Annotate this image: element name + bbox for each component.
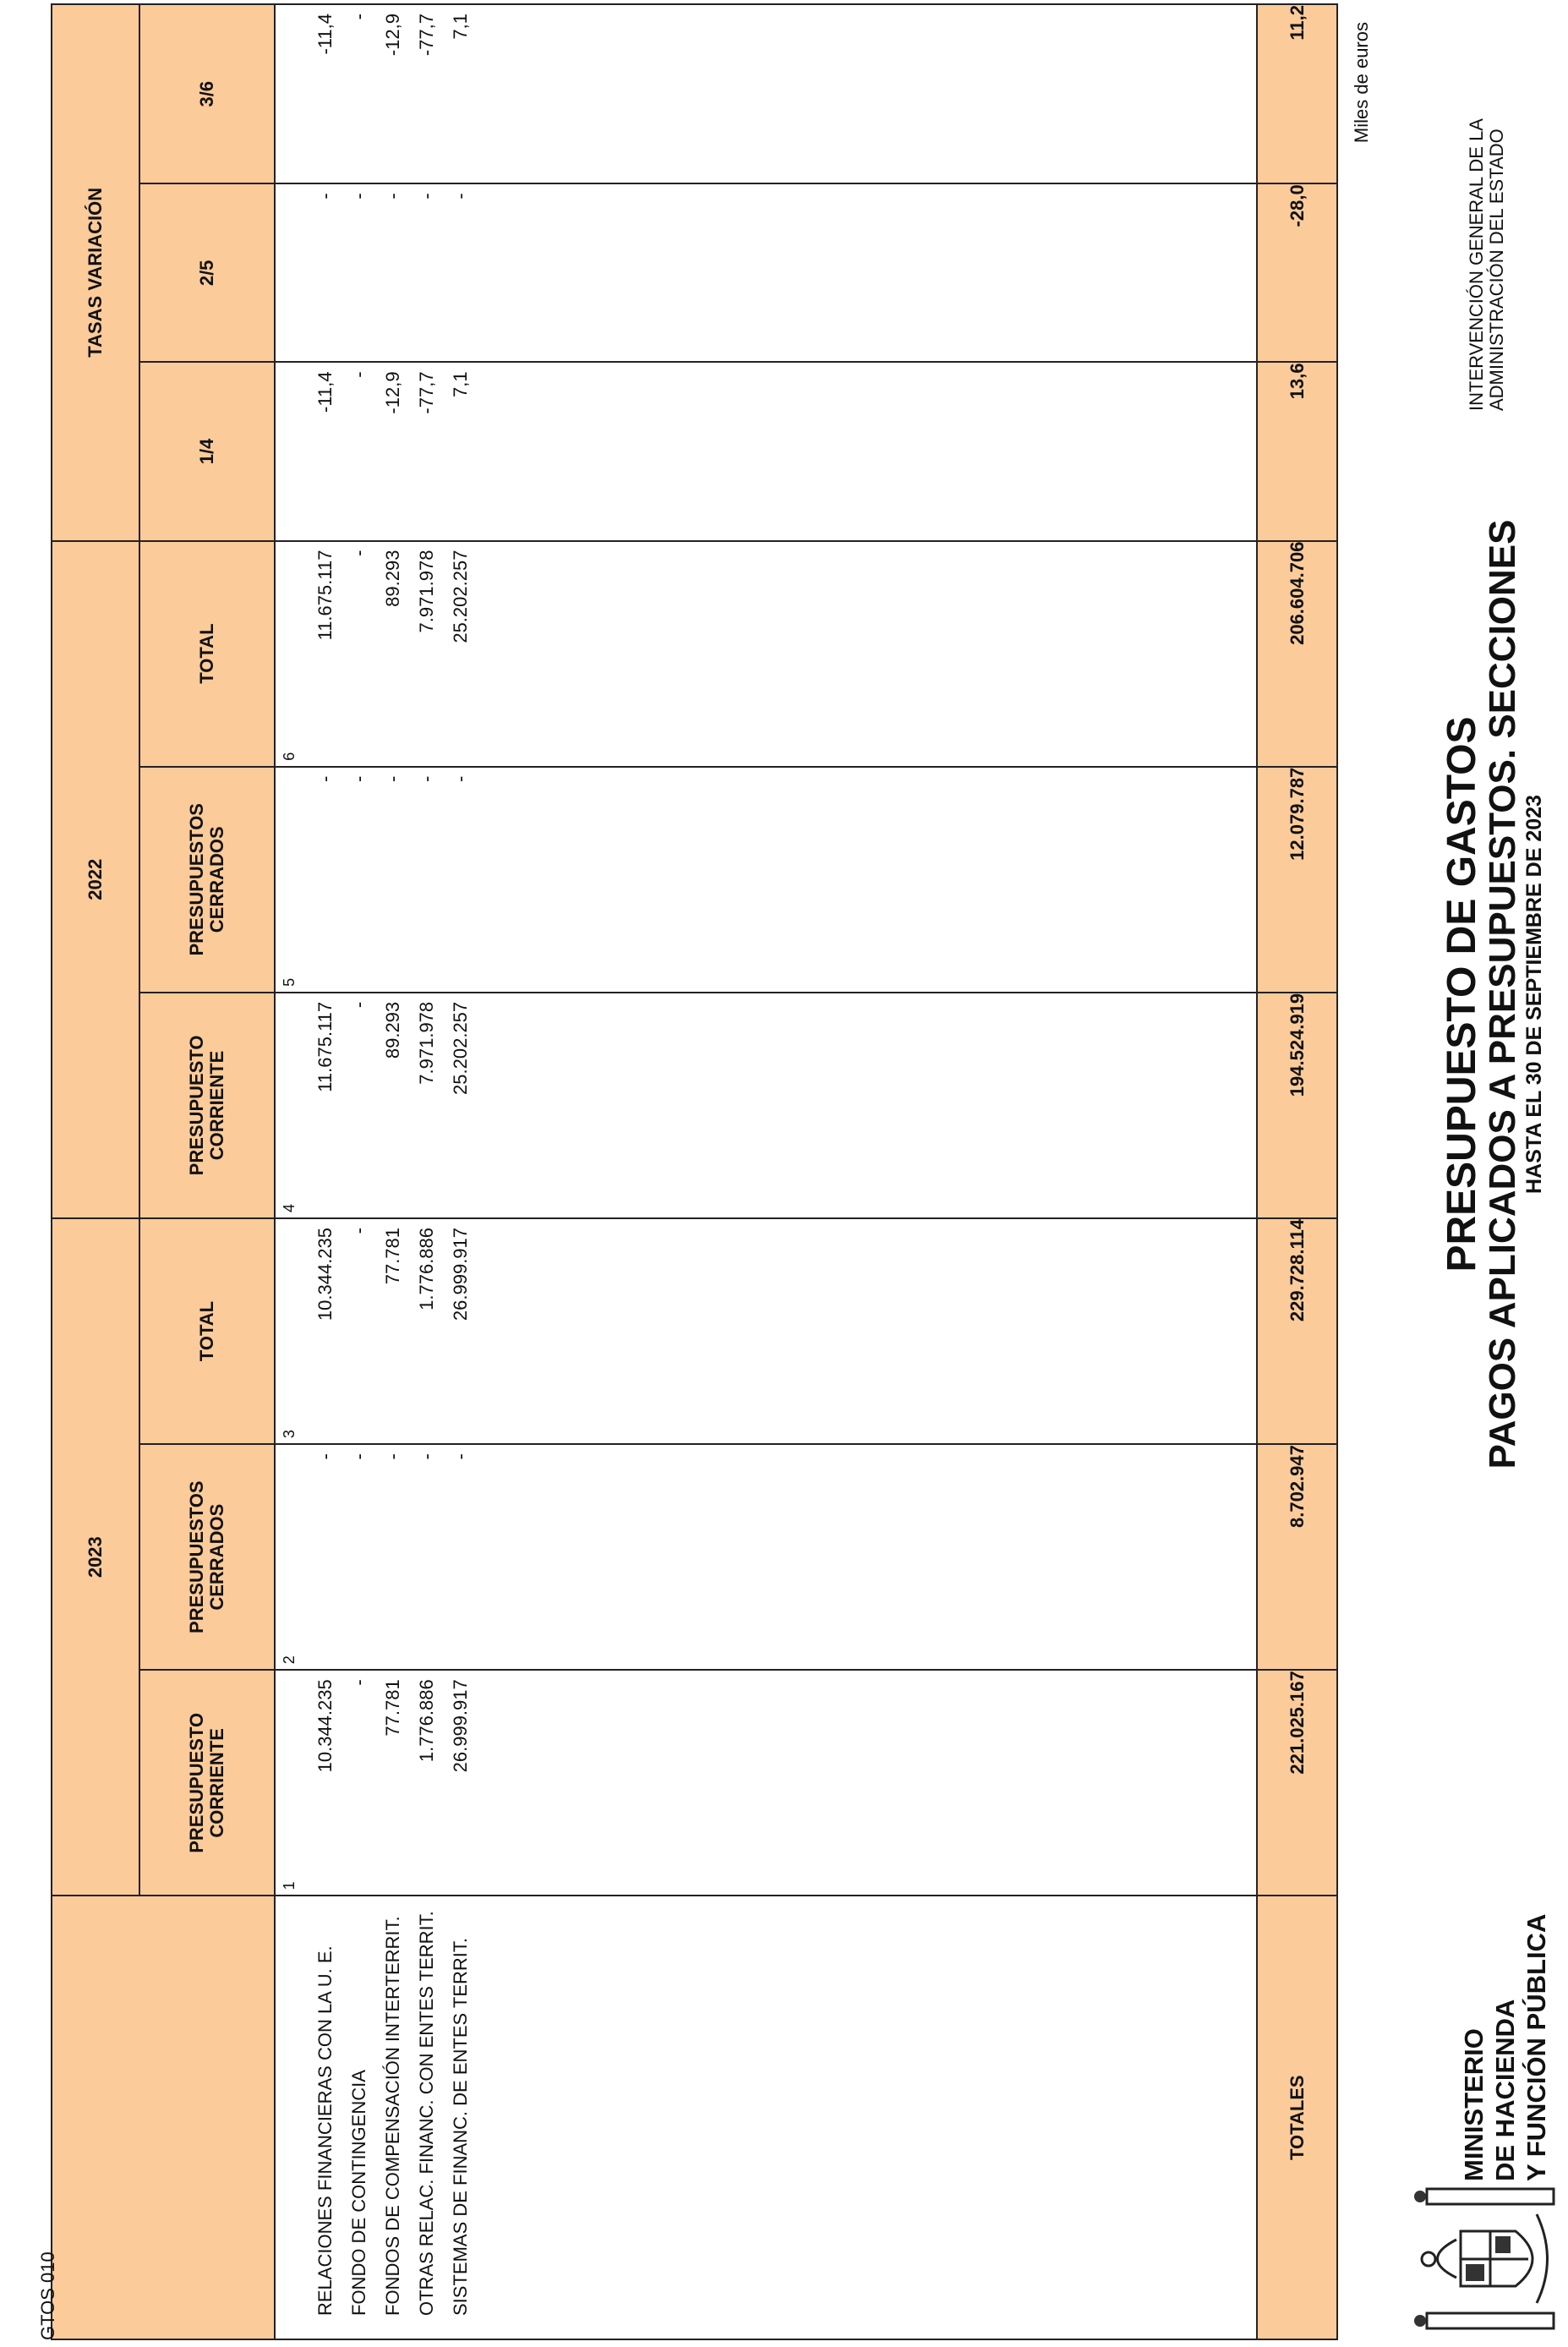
row-value: 77.781	[382, 1679, 403, 1737]
row-value: -	[348, 550, 369, 556]
row-label: FONDO DE CONTINGENCIA	[348, 2070, 369, 2316]
total-c4: 194.524.919	[1257, 993, 1337, 1218]
row-value: 1.776.886	[416, 1227, 437, 1310]
row-value: -	[348, 193, 369, 200]
report-date: HASTA EL 30 DE SEPTIEMBRE DE 2023	[1522, 795, 1546, 1194]
header-rate-3-6: 3/6	[139, 4, 275, 183]
column-number: 5	[281, 977, 298, 987]
column-number: 6	[281, 752, 298, 761]
group-rates: TASAS VARIACIÓN	[52, 4, 139, 541]
header-current-2023: PRESUPUESTO CORRIENTE	[139, 1670, 275, 1896]
row-value: -77,7	[416, 371, 437, 414]
header-total-2022: TOTAL	[139, 541, 275, 767]
row-value: 7.971.978	[416, 550, 437, 633]
col-rate-2-5-cell	[275, 183, 1257, 362]
row-labels-cell	[275, 1896, 1257, 2339]
row-value: -	[348, 371, 369, 378]
row-value: -	[314, 1453, 336, 1460]
group-2023: 2023	[52, 1218, 139, 1896]
row-value: -	[450, 775, 471, 783]
row-value: 10.344.235	[314, 1679, 336, 1773]
col-4-cell	[275, 993, 1257, 1218]
document-code: GTOS 010	[37, 2251, 58, 2340]
report-title: PRESUPUESTO DE GASTOS	[1440, 716, 1484, 1272]
row-value: -	[348, 1001, 369, 1009]
row-value: 26.999.917	[450, 1679, 471, 1773]
row-value: 77.781	[382, 1227, 403, 1285]
row-value: -12,9	[382, 371, 403, 414]
row-label: OTRAS RELAC. FINANC. CON ENTES TERRIT.	[416, 1911, 437, 2316]
column-number: 2	[281, 1655, 298, 1665]
header-rate-1-4: 1/4	[139, 362, 275, 540]
total-c3: 229.728.114	[1257, 1218, 1337, 1444]
row-value: 25.202.257	[450, 550, 471, 643]
row-value: 26.999.917	[450, 1227, 471, 1321]
row-label: RELACIONES FINANCIERAS CON LA U. E.	[314, 1945, 336, 2316]
row-value: -	[416, 775, 437, 783]
col-1-cell	[275, 1670, 1257, 1896]
row-value: -	[450, 193, 471, 200]
row-label: SISTEMAS DE FINANC. DE ENTES TERRIT.	[450, 1938, 471, 2316]
unit-label: Miles de euros	[1351, 22, 1372, 144]
total-rate-2-5: -28,0	[1257, 183, 1337, 362]
row-value: 7,1	[450, 14, 471, 40]
row-value: 10.344.235	[314, 1227, 336, 1321]
col-rate-3-6-cell	[275, 4, 1257, 183]
label-header-cell	[52, 1896, 275, 2339]
header-closed-2023: PRESUPUESTOS CERRADOS	[139, 1444, 275, 1670]
group-2022: 2022	[52, 541, 139, 1218]
row-value: -	[382, 1453, 403, 1460]
total-c2: 8.702.947	[1257, 1444, 1337, 1670]
total-c1: 221.025.167	[1257, 1670, 1337, 1896]
total-rate-3-6: 11,2	[1257, 4, 1337, 183]
total-c6: 206.604.706	[1257, 541, 1337, 767]
header-rate-2-5: 2/5	[139, 183, 275, 362]
row-value: 7.971.978	[416, 1001, 437, 1085]
total-c5: 12.079.787	[1257, 767, 1337, 993]
col-6-cell	[275, 541, 1257, 767]
header-total-2023: TOTAL	[139, 1218, 275, 1444]
row-value: -	[348, 1453, 369, 1460]
row-value: 11.675.117	[314, 550, 336, 641]
row-value: -	[348, 1679, 369, 1686]
row-value: -	[348, 14, 369, 20]
budget-table	[51, 3, 1338, 2340]
row-value: -	[348, 1227, 369, 1234]
row-value: -77,7	[416, 14, 437, 57]
col-3-cell	[275, 1218, 1257, 1444]
row-value: -	[382, 775, 403, 783]
agency-name: INTERVENCIÓN GENERAL DE LA ADMINISTRACIÓN DEL ESTADO	[1466, 118, 1507, 411]
column-number: 3	[281, 1430, 298, 1439]
row-value: 89.293	[382, 550, 403, 607]
row-value: 25.202.257	[450, 1001, 471, 1095]
header-closed-2022: PRESUPUESTOS CERRADOS	[139, 767, 275, 993]
row-value: -	[382, 193, 403, 200]
col-2-cell	[275, 1444, 1257, 1670]
row-label: FONDOS DE COMPENSACIÓN INTERTERRIT.	[382, 1916, 403, 2316]
total-rate-1-4: 13,6	[1257, 362, 1337, 540]
row-value: -12,9	[382, 14, 403, 57]
column-number: 1	[281, 1881, 298, 1890]
row-value: -	[416, 193, 437, 200]
row-value: -	[450, 1453, 471, 1460]
report-subtitle: PAGOS APLICADOS A PRESUPUESTOS. SECCIONES	[1482, 519, 1523, 1469]
col-5-cell	[275, 767, 1257, 993]
report-title-block	[1441, 402, 1546, 1586]
totals-label: TOTALES	[1257, 1896, 1337, 2339]
row-value: -11,4	[314, 14, 336, 55]
row-value: -	[348, 775, 369, 783]
row-value: -	[314, 193, 336, 200]
row-value: 89.293	[382, 1001, 403, 1059]
row-value: -	[416, 1453, 437, 1460]
column-number: 4	[281, 1203, 298, 1212]
ministry-name: MINISTERIO DE HACIENDA Y FUNCIÓN PÚBLICA	[1459, 1913, 1551, 2181]
row-value: 7,1	[450, 371, 471, 398]
row-value: 11.675.117	[314, 1001, 336, 1092]
row-value: -	[314, 775, 336, 783]
row-value: 1.776.886	[416, 1679, 437, 1763]
header-current-2022: PRESUPUESTO CORRIENTE	[139, 993, 275, 1218]
col-rate-1-4-cell	[275, 362, 1257, 540]
row-value: -11,4	[314, 371, 336, 413]
coat-of-arms-icon	[1410, 2180, 1560, 2337]
